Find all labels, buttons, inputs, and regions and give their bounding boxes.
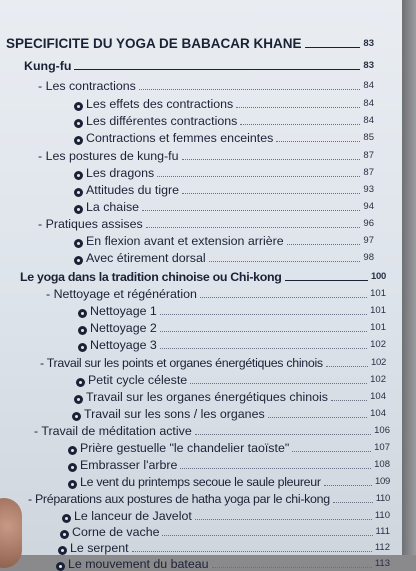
leader-line — [209, 261, 361, 262]
item-label: Petit cycle céleste — [88, 373, 188, 387]
item-label: Nettoyage 2 — [90, 321, 157, 335]
leader-line — [182, 193, 360, 194]
page-number: 111 — [375, 526, 390, 537]
page-number: 87 — [363, 150, 374, 161]
toc-section — [24, 59, 374, 73]
toc-item — [58, 541, 390, 555]
page-number: 87 — [363, 167, 374, 178]
section-label: Le yoga dans la tradition chinoise ou Chi-kong — [20, 270, 282, 284]
item-label: Embrasser l'arbre — [80, 458, 178, 472]
item-label: Prière gestuelle "le chandelier taoïste" — [80, 441, 290, 455]
item-label: Nettoyage 1 — [90, 304, 157, 318]
leader-line — [157, 176, 360, 177]
page-number: 107 — [374, 442, 390, 453]
leader-line — [324, 485, 372, 486]
toc-item — [78, 338, 386, 352]
page-number: 84 — [363, 98, 374, 109]
item-label: Le mouvement du bateau — [68, 557, 209, 571]
leader-line — [333, 502, 373, 503]
item-label: Avec étirement dorsal — [86, 251, 206, 265]
page-edge-shadow — [402, 0, 416, 555]
bullet-icon — [74, 395, 83, 404]
leader-line — [182, 159, 361, 160]
bullet-icon — [74, 102, 83, 111]
leader-line — [160, 331, 367, 332]
item-label: Le lanceur de Javelot — [74, 509, 192, 523]
toc-subsection — [38, 79, 374, 93]
subsection-label: - Préparations aux postures de hatha yoga par le chi-kong — [28, 492, 330, 506]
toc-item — [78, 321, 386, 335]
bullet-icon — [72, 412, 81, 421]
item-label: Le serpent — [70, 541, 129, 555]
leader-line — [180, 468, 371, 469]
leader-line — [132, 551, 372, 552]
toc-item — [76, 373, 386, 387]
page-number: 93 — [363, 184, 374, 195]
subsection-label: - Les postures de kung-fu — [38, 149, 179, 163]
toc-subsection — [38, 217, 374, 231]
page-number: 110 — [375, 493, 390, 504]
bullet-icon — [78, 343, 87, 352]
page-number: 102 — [370, 374, 386, 385]
leader-line — [276, 141, 360, 142]
toc-item — [74, 131, 374, 145]
leader-line — [160, 314, 367, 315]
toc-subsection — [28, 492, 390, 506]
page-number: 109 — [375, 476, 390, 487]
section-label: Kung-fu — [24, 59, 72, 73]
toc-item — [68, 441, 390, 455]
toc-item — [74, 251, 374, 265]
page-number: 104 — [370, 408, 386, 419]
leader-line — [285, 280, 368, 281]
page-number: 102 — [370, 339, 386, 350]
bullet-icon — [76, 378, 85, 387]
subsection-label: - Pratiques assises — [38, 217, 143, 231]
subsection-label: - Les contractions — [38, 79, 136, 93]
toc-subsection — [46, 287, 386, 301]
item-label: Nettoyage 3 — [90, 338, 157, 352]
subsection-label: - Travail sur les points et organes énergétiques chinois — [40, 356, 323, 370]
item-label: Les différentes contractions — [86, 114, 238, 128]
item-label: Les dragons — [86, 166, 155, 180]
leader-line — [240, 124, 360, 125]
toc-item — [74, 183, 374, 197]
toc-item — [74, 234, 374, 248]
toc-item — [62, 509, 390, 523]
toc-item — [74, 97, 374, 111]
bullet-icon — [74, 136, 83, 145]
item-label: Travail sur les sons / les organes — [84, 407, 265, 421]
toc-heading — [6, 37, 374, 51]
bullet-icon — [68, 480, 77, 489]
item-label: Le vent du printemps secoue le saule pleureur — [80, 475, 321, 489]
page-number: 101 — [370, 322, 386, 333]
leader-line — [74, 69, 360, 70]
bullet-icon — [68, 446, 77, 455]
item-label: Travail sur les organes énergétiques chinois — [86, 390, 328, 404]
leader-line — [326, 366, 368, 367]
leader-line — [287, 244, 361, 245]
toc-subsection — [40, 356, 386, 370]
page-number: 108 — [374, 459, 390, 470]
item-label: Contractions et femmes enceintes — [86, 131, 274, 145]
page-number: 102 — [371, 357, 386, 368]
toc-item — [72, 407, 386, 421]
page-number: 84 — [363, 115, 374, 126]
page-number: 106 — [374, 425, 390, 436]
toc-subsection — [38, 149, 374, 163]
item-label: Corne de vache — [72, 525, 160, 539]
bullet-icon — [78, 309, 87, 318]
item-label: La chaise — [86, 200, 140, 214]
toc-item — [74, 200, 374, 214]
leader-line — [139, 89, 361, 90]
page-number: 97 — [363, 235, 374, 246]
toc-item — [74, 390, 386, 404]
subsection-label: - Nettoyage et régénération — [46, 287, 197, 301]
leader-line — [146, 227, 361, 228]
leader-line — [195, 434, 371, 435]
leader-line — [268, 417, 367, 418]
toc-heading-title: SPECIFICITE DU YOGA DE BABACAR KHANE — [6, 36, 302, 51]
bullet-icon — [58, 546, 67, 555]
leader-line — [195, 519, 372, 520]
bullet-icon — [74, 119, 83, 128]
bullet-icon — [74, 239, 83, 248]
toc-section — [20, 270, 386, 284]
toc-item — [78, 304, 386, 318]
leader-line — [142, 210, 360, 211]
leader-line — [305, 47, 361, 48]
page-number: 94 — [363, 201, 374, 212]
page-number: 113 — [374, 558, 390, 569]
leader-line — [212, 567, 372, 568]
page-number: 101 — [370, 288, 386, 299]
bullet-icon — [62, 514, 71, 523]
leader-line — [292, 451, 371, 452]
toc-item — [60, 525, 390, 539]
bullet-icon — [78, 326, 87, 335]
item-label: Les effets des contractions — [86, 97, 234, 111]
page-number: 112 — [374, 542, 390, 553]
bullet-icon — [74, 205, 83, 214]
leader-line — [331, 400, 367, 401]
page-number: 85 — [363, 132, 374, 143]
toc-item — [56, 557, 390, 571]
finger-thumb — [0, 498, 22, 568]
toc-item — [74, 166, 374, 180]
page-number: 83 — [363, 38, 374, 49]
page-number: 104 — [370, 391, 386, 402]
leader-line — [162, 535, 372, 536]
item-label: En flexion avant et extension arrière — [86, 234, 284, 248]
leader-line — [160, 348, 367, 349]
page-number: 110 — [374, 510, 390, 521]
bullet-icon — [74, 171, 83, 180]
bullet-icon — [56, 562, 65, 571]
subsection-label: - Travail de méditation active — [34, 424, 192, 438]
leader-line — [200, 297, 367, 298]
page-number: 83 — [363, 60, 374, 71]
page-number: 96 — [363, 218, 374, 229]
toc-item — [68, 475, 390, 489]
bullet-icon — [68, 463, 77, 472]
page-number: 84 — [363, 80, 374, 91]
page-number: 98 — [363, 252, 374, 263]
toc-item — [74, 114, 374, 128]
leader-line — [236, 107, 360, 108]
bullet-icon — [74, 256, 83, 265]
page-number: 101 — [370, 305, 386, 316]
leader-line — [190, 383, 367, 384]
bullet-icon — [60, 530, 69, 539]
page-number: 100 — [371, 271, 386, 282]
bullet-icon — [74, 188, 83, 197]
toc-item — [68, 458, 390, 472]
item-label: Attitudes du tigre — [86, 183, 179, 197]
toc-subsection — [34, 424, 390, 438]
